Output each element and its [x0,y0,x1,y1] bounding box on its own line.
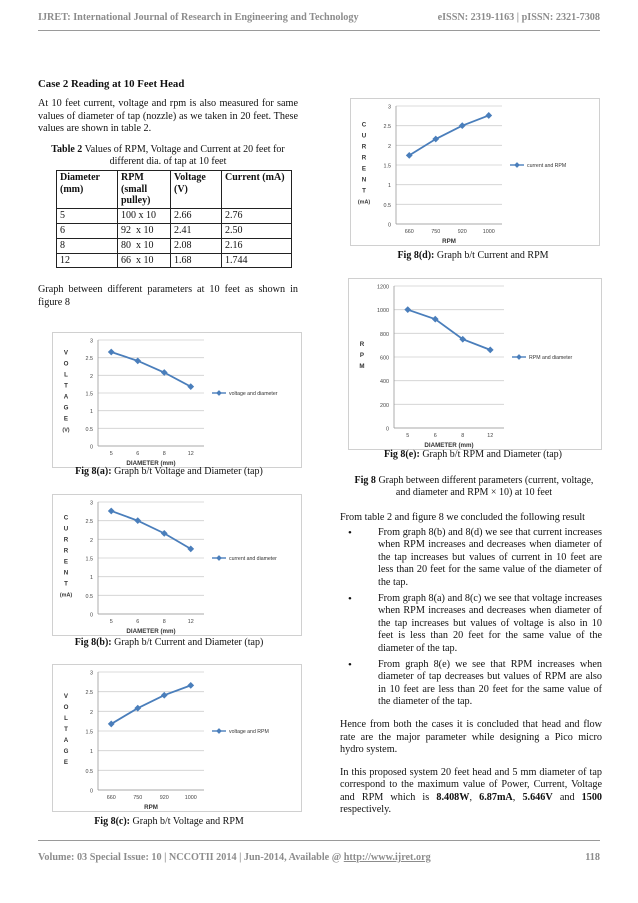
table-row [57,253,292,268]
fig8a-svg [52,332,302,468]
table-header-row [57,170,292,208]
fig8c-chart [52,664,302,812]
x-tick-label: 5 [406,433,410,439]
x-tick-label: 1000 [482,229,495,235]
y-tick-label: 1 [90,409,93,416]
current-value: 6.87mA [479,791,513,803]
conclude-intro: From table 2 and figure 8 we concluded the following result [340,512,586,523]
y-tick-label: 2.5 [383,124,391,131]
graph-intro-paragraph: Graph between different parameters at 10 feet as shown in figure 8 [38,284,298,308]
x-tick-label: 8 [162,619,166,625]
x-tick-label: 750 [431,229,441,235]
y-axis-label: C U R R E N T (mA) [59,514,73,599]
x-tick-label: 12 [487,433,494,439]
y-tick-label: 0 [90,444,93,451]
x-tick-label: 5 [109,619,113,625]
x-tick-label: 8 [162,451,166,457]
legend-label: current and RPM [527,163,567,169]
y-tick-label: 3 [90,338,93,345]
th-rpm: RPM (small pulley) [118,170,171,208]
x-tick-label: 12 [187,619,194,625]
y-tick-label: 1 [388,183,391,190]
fig8-main-caption-text: Graph between different parameters (current, voltage, and diameter and RPM × 10) at 10 feet [375,475,594,498]
y-tick-label: 0.5 [85,768,93,775]
issn: eISSN: 2319-1163 | pISSN: 2321-7308 [437,12,600,23]
fig8c-svg [52,664,302,812]
table-cell: 8 [57,238,118,253]
x-tick-label: 750 [133,795,143,801]
y-tick-label: 0.5 [85,593,93,600]
table-cell: 1.68 [171,253,222,268]
th-current: Current (mA) [222,170,292,208]
final-text-pre: In this proposed system 20 feet head and 5 mm diameter of tap correspond to the maximum value of Power, Current, Voltage and RPM which is [340,766,602,803]
legend-label: voltage and diameter [229,391,278,397]
x-tick-label: 6 [433,433,437,439]
fig8e-caption [342,449,604,461]
y-tick-label: 400 [380,379,389,386]
conclusions-block [340,512,602,817]
table-row [57,238,292,253]
page-number: 118 [585,852,600,863]
y-tick-label: 2 [90,709,93,716]
x-tick-label: 5 [109,451,113,457]
y-tick-label: 1000 [377,308,389,315]
table-caption [38,144,298,168]
y-tick-label: 600 [380,355,389,362]
table-cell: 12 [57,253,118,268]
table-cell: 92 x 10 [118,223,171,238]
table-cell: 2.50 [222,223,292,238]
table-cell: 2.16 [222,238,292,253]
fig8b-chart [52,494,302,636]
fig8-main-caption [352,475,596,499]
y-tick-label: 3 [90,670,93,677]
y-tick-label: 2 [90,373,93,380]
fig8d-svg [350,98,600,246]
fig8c-caption-label: Fig 8(c): [94,816,131,827]
table-cell: 2.08 [171,238,222,253]
x-axis-label: DIAMETER (mm) [126,628,176,635]
rpm-value: 1500 [581,791,603,803]
fig8a-caption-label: Fig 8(a): [75,466,112,477]
y-tick-label: 200 [380,402,389,409]
y-tick-label: 2.5 [85,690,93,697]
x-tick-label: 6 [136,619,140,625]
y-axis-label: V O L T A G E [63,693,69,766]
hence-paragraph: Hence from both the cases it is concluded that head and flow rate are the major parameter while designing a Pico micro hydro system. [340,718,602,756]
y-tick-label: 1 [90,575,93,582]
y-tick-label: 0.5 [85,426,93,433]
x-tick-label: 920 [159,795,169,801]
header-rule [38,30,600,31]
x-axis-label: DIAMETER (mm) [126,460,176,467]
fig8c-caption-text: Graph b/t Voltage and RPM [130,816,244,827]
table-cell: 5 [57,209,118,224]
chart-frame [349,279,602,450]
y-tick-label: 3 [388,104,391,111]
legend-label: voltage and RPM [229,729,269,735]
intro-paragraph: At 10 feet current, voltage and rpm is also measured for same values of diameter of tap (nozzle) as we taken in 20 feet. These values are shown in table 2. [38,98,298,135]
y-tick-label: 0.5 [383,202,391,209]
final-text-post: respectively. [340,804,392,816]
running-header [38,12,600,23]
legend-label: RPM and diameter [529,355,573,361]
voltage-value: 5.646V [522,791,553,803]
fig8e-caption-text: Graph b/t RPM and Diameter (tap) [419,449,562,460]
y-axis-label: C U R R E N T (mA) [357,121,371,206]
x-axis-label: RPM [442,238,456,245]
fig8e-chart [348,278,602,450]
fig8-main-caption-label: Fig 8 [354,475,376,486]
y-tick-label: 2.5 [85,519,93,526]
table-cell: 2.66 [171,209,222,224]
y-tick-label: 1200 [377,284,389,291]
x-tick-label: 8 [461,433,465,439]
x-tick-label: 660 [404,229,414,235]
y-tick-label: 0 [90,788,93,795]
fig8c-caption [38,816,300,828]
footer-volume-text: Volume: 03 Special Issue: 10 | NCCOTII 2014 | Jun-2014, Available @ [38,852,344,863]
fig8d-caption-label: Fig 8(d): [397,250,435,261]
conclusion-list [340,527,602,709]
list-item: • From graph 8(e) we see that RPM increases when diameter of tap decreases but values of RPM are also in 10 feet are less than 20 feet for the same value of the diameter of the tap. [340,659,602,709]
fig8b-svg [52,494,302,636]
y-tick-label: 1.5 [85,729,93,736]
fig8b-caption-label: Fig 8(b): [74,637,112,648]
running-footer [38,852,600,863]
y-tick-label: 2 [388,143,391,150]
table-cell: 1.744 [222,253,292,268]
section-heading: Case 2 Reading at 10 Feet Head [38,78,185,90]
y-tick-label: 1.5 [383,163,391,170]
separator: and [552,791,582,803]
y-tick-label: 3 [90,500,93,507]
fig8e-svg [348,278,602,450]
table-cell: 66 x 10 [118,253,171,268]
y-axis-label: R P M [359,341,365,370]
x-axis-label: DIAMETER (mm) [424,442,474,449]
fig8d-chart [350,98,600,246]
table-cell: 2.41 [171,223,222,238]
fig8d-caption [342,250,604,262]
y-tick-label: 1.5 [85,391,93,398]
final-paragraph [340,767,602,817]
table-cell: 6 [57,223,118,238]
table-row [57,209,292,224]
y-tick-label: 2 [90,537,93,544]
fig8e-caption-label: Fig 8(e): [383,449,420,460]
power-value: 8.408W [436,791,470,803]
y-tick-label: 1 [90,749,93,756]
x-tick-label: 920 [457,229,467,235]
y-tick-label: 1.5 [85,556,93,563]
fig8a-caption [38,466,300,478]
fig8d-caption-text: Graph b/t Current and RPM [434,250,549,261]
x-tick-label: 1000 [184,795,197,801]
table-row [57,223,292,238]
fig8b-caption [38,637,300,649]
y-tick-label: 2.5 [85,356,93,363]
list-item: • From graph 8(a) and 8(c) we see that voltage increases when RPM increases and decreases when diameter of the tap increases but values of voltage is also in 10 feet is less than 20 feet for the same value of the diameter of the tap. [340,593,602,656]
footer-rule [38,840,600,841]
left-column [38,78,298,310]
x-axis-label: RPM [144,804,158,811]
footer-volume [38,852,431,863]
x-tick-label: 12 [187,451,194,457]
table-caption-text: Values of RPM, Voltage and Current at 20 feet for different dia. of tap at 10 feet [82,143,285,167]
table-cell: 100 x 10 [118,209,171,224]
separator: , [469,791,480,803]
fig8b-caption-text: Graph b/t Current and Diameter (tap) [111,637,264,648]
data-table [56,170,292,269]
th-diameter: Diameter (mm) [57,170,118,208]
journal-link[interactable]: http://www.ijret.org [343,852,431,863]
list-item: • From graph 8(b) and 8(d) we see that current increases when RPM increases and decreases when diameter of the tap increases but values of current in 10 feet are less than 20 feet for the same value of the diameter of the tap. [340,527,602,590]
table-cell: 2.76 [222,209,292,224]
journal-name: IJRET: International Journal of Research in Engineering and Technology [38,12,359,23]
table-cell: 80 x 10 [118,238,171,253]
legend-label: current and diameter [229,556,277,562]
separator: , [512,791,523,803]
table-caption-label: Table 2 [51,143,83,155]
fig8a-chart [52,332,302,468]
y-tick-label: 800 [380,331,389,338]
y-axis-label: V O L T A G E (V) [62,349,70,434]
x-tick-label: 6 [136,451,140,457]
fig8a-caption-text: Graph b/t Voltage and Diameter (tap) [111,466,263,477]
th-voltage: Voltage (V) [171,170,222,208]
y-tick-label: 0 [90,612,93,619]
y-tick-label: 0 [386,426,389,433]
x-tick-label: 660 [106,795,116,801]
y-tick-label: 0 [388,222,391,229]
